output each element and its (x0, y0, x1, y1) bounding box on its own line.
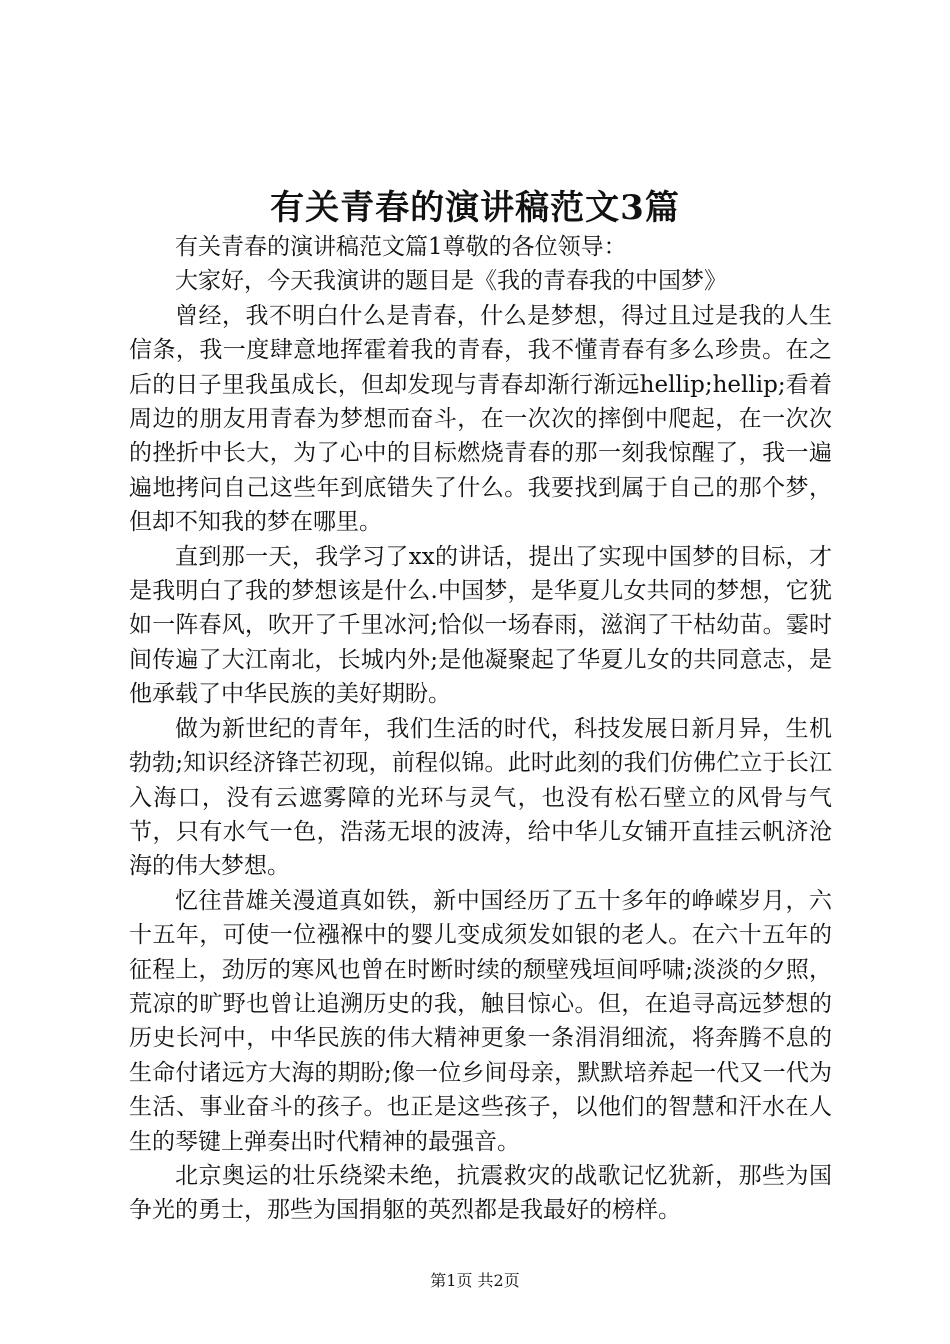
paragraph: 大家好，今天我演讲的题目是《我的青春我的中国梦》 (175, 268, 727, 295)
page-footer: 第1页 共2页 (430, 1271, 520, 1290)
document-title: 有关青春的演讲稿范文3篇 (270, 188, 680, 228)
paragraph: 曾经，我不明白什么是青春，什么是梦想，得过且过是我的人生信条，我一度肆意地挥霍着我的青春，我不懂青春有多么珍贵。在之后的日子里我虽成长，但却发现与青春却渐行渐远hellip;hellip;看着周边的朋友用青春为梦想而奋斗，在一次次的摔倒中爬起，在一次次的挫折中长大，为了心中的目标燃烧青春的那一刻我惊醒了，我一遍遍地拷问自己这些年到底错失了什么。我要找到属于自己的那个梦，但却不知我的梦在哪里。 (129, 302, 832, 536)
paragraph: 北京奥运的壮乐绕梁未绝，抗震救灾的战歌记忆犹新，那些为国争光的勇士，那些为国捐躯的英烈都是我最好的榜样。 (129, 1162, 832, 1224)
paragraph: 忆往昔雄关漫道真如铁，新中国经历了五十多年的峥嵘岁月，六十五年，可使一位襁褓中的婴儿变成须发如银的老人。在六十五年的征程上，劲厉的寒风也曾在时断时续的颓壁残垣间呼啸;淡淡的夕照，荒凉的旷野也曾让追溯历史的我，触目惊心。但，在追寻高远梦想的历史长河中，中华民族的伟大精神更象一条涓涓细流，将奔腾不息的生命付诸远方大海的期盼;像一位乡间母亲，默默培养起一代又一代为生活、事业奋斗的孩子。也正是这些孩子，以他们的智慧和汗水在人生的琴键上弹奏出时代精神的最强音。 (129, 887, 832, 1155)
document-body (129, 230, 832, 1228)
paragraph: 有关青春的演讲稿范文篇1尊敬的各位领导： (175, 234, 627, 260)
paragraph: 直到那一天，我学习了xx的讲话，提出了实现中国梦的目标，才是我明白了我的梦想该是什么.中国梦，是华夏儿女共同的梦想，它犹如一阵春风，吹开了千里冰河;恰似一场春雨，滋润了干枯幼苗。霎时间传遍了大江南北，长城内外;是他凝聚起了华夏儿女的共同意志，是他承载了中华民族的美好期盼。 (129, 543, 832, 708)
paragraph: 做为新世纪的青年，我们生活的时代，科技发展日新月异，生机勃勃;知识经济锋芒初现，前程似锦。此时此刻的我们仿佛伫立于长江入海口，没有云遮雾障的光环与灵气，也没有松石壁立的风骨与气节，只有水气一色，浩荡无垠的波涛，给中华儿女铺开直挂云帆济沧海的伟大梦想。 (129, 715, 832, 880)
